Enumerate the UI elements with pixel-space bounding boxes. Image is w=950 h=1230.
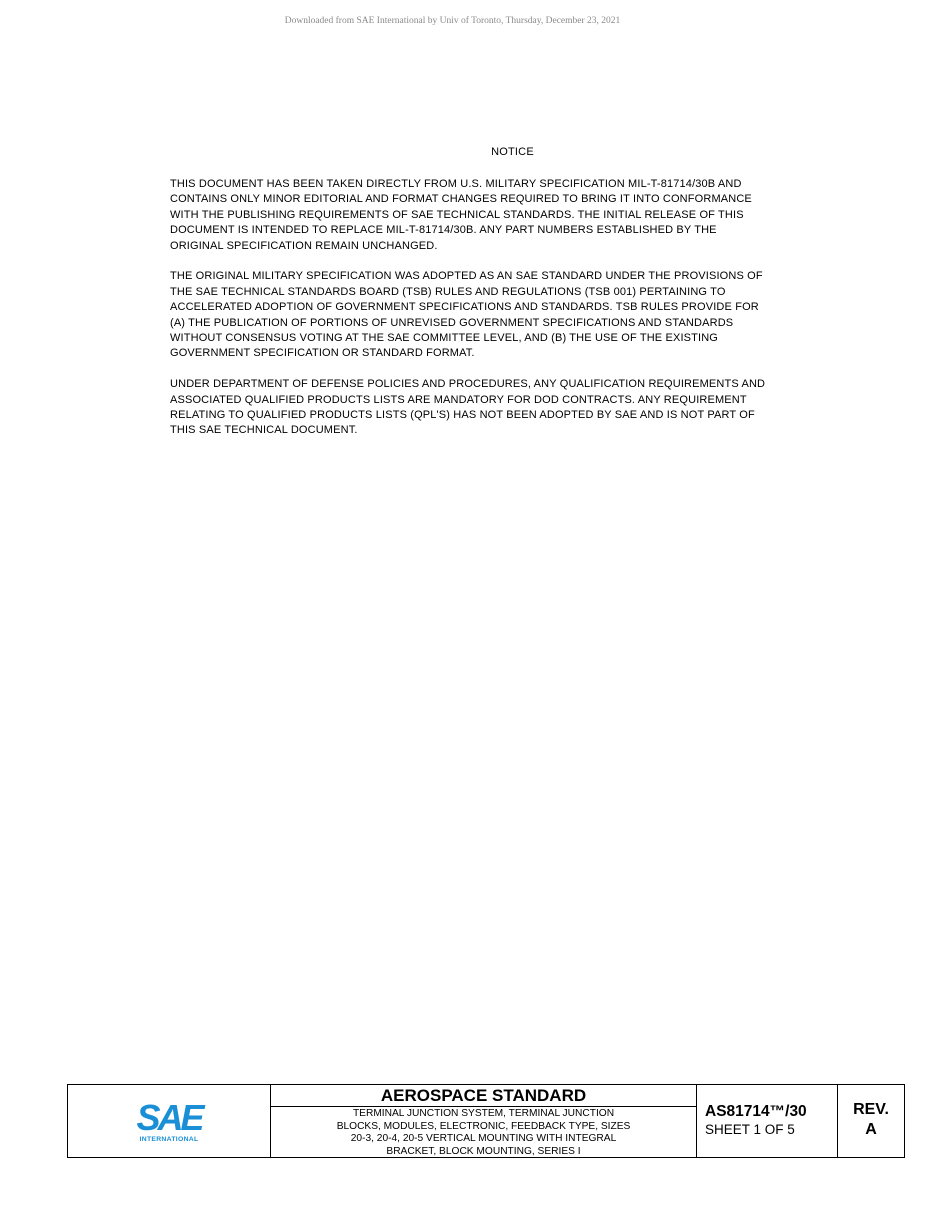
notice-paragraph: UNDER DEPARTMENT OF DEFENSE POLICIES AND PROCEDURES, ANY QUALIFICATION REQUIREMENTS AND ASSOCIATED QUALIFIED PRODUCTS LISTS ARE MANDATORY FOR DOD CONTRACTS. ANY REQUIREMENT RELATING TO QUALIFIED PRODUCTS LISTS (QPL'S) HAS NOT BEEN ADOPTED BY SAE AND IS NOT PART OF THIS SAE TECHNICAL DOCUMENT. — [170, 378, 766, 437]
document-number: AS81714™/30 — [705, 1103, 807, 1120]
revision-cell — [838, 1085, 904, 1157]
document-number-cell — [697, 1085, 838, 1157]
standard-heading: AEROSPACE STANDARD — [271, 1085, 696, 1107]
sheet-number: SHEET 1 OF 5 — [705, 1122, 795, 1137]
notice-title: NOTICE — [491, 146, 534, 158]
title-block — [67, 1084, 905, 1158]
sae-logo-subtext: INTERNATIONAL — [139, 1136, 199, 1143]
title-cell — [271, 1085, 697, 1157]
notice-body — [170, 177, 835, 454]
sae-logo-cell — [68, 1085, 271, 1157]
revision-label: REV. — [853, 1101, 889, 1118]
sae-international-logo — [129, 1097, 209, 1145]
revision-value: A — [865, 1121, 877, 1138]
sae-logo-text: SAE — [136, 1097, 202, 1138]
standard-description: TERMINAL JUNCTION SYSTEM, TERMINAL JUNCTION BLOCKS, MODULES, ELECTRONIC, FEEDBACK TYPE, SIZES 20-3, 20-4, 20-5 VERTICAL MOUNTING WITH INTEGRAL BRACKET, BLOCK MOUNTING, SERIES I — [336, 1108, 631, 1157]
download-watermark: Downloaded from SAE International by Univ of Toronto, Thursday, December 23, 2021 — [284, 16, 621, 26]
notice-paragraph: THIS DOCUMENT HAS BEEN TAKEN DIRECTLY FROM U.S. MILITARY SPECIFICATION MIL-T-81714/30B AND CONTAINS ONLY MINOR EDITORIAL AND FORMAT CHANGES REQUIRED TO BRING IT INTO CONFORMANCE WITH THE PUBLISHING REQUIREMENTS OF SAE TECHNICAL STANDARDS. THE INITIAL RELEASE OF THIS DOCUMENT IS INTENDED TO REPLACE MIL-T-81714/30B. ANY PART NUMBERS ESTABLISHED BY THE ORIGINAL SPECIFICATION REMAIN UNCHANGED. — [170, 178, 752, 252]
notice-paragraph: THE ORIGINAL MILITARY SPECIFICATION WAS ADOPTED AS AN SAE STANDARD UNDER THE PROVISIONS OF THE SAE TECHNICAL STANDARDS BOARD (TSB) RULES AND REGULATIONS (TSB 001) PERTAINING TO ACCELERATED ADOPTION OF GOVERNMENT SPECIFICATIONS AND STANDARDS. TSB RULES PROVIDE FOR (A) THE PUBLICATION OF PORTIONS OF UNREVISED GOVERNMENT SPECIFICATIONS AND STANDARDS WITHOUT CONSENSUS VOTING AT THE SAE COMMITTEE LEVEL, AND (B) THE USE OF THE EXISTING GOVERNMENT SPECIFICATION OR STANDARD FORMAT. — [170, 270, 763, 360]
